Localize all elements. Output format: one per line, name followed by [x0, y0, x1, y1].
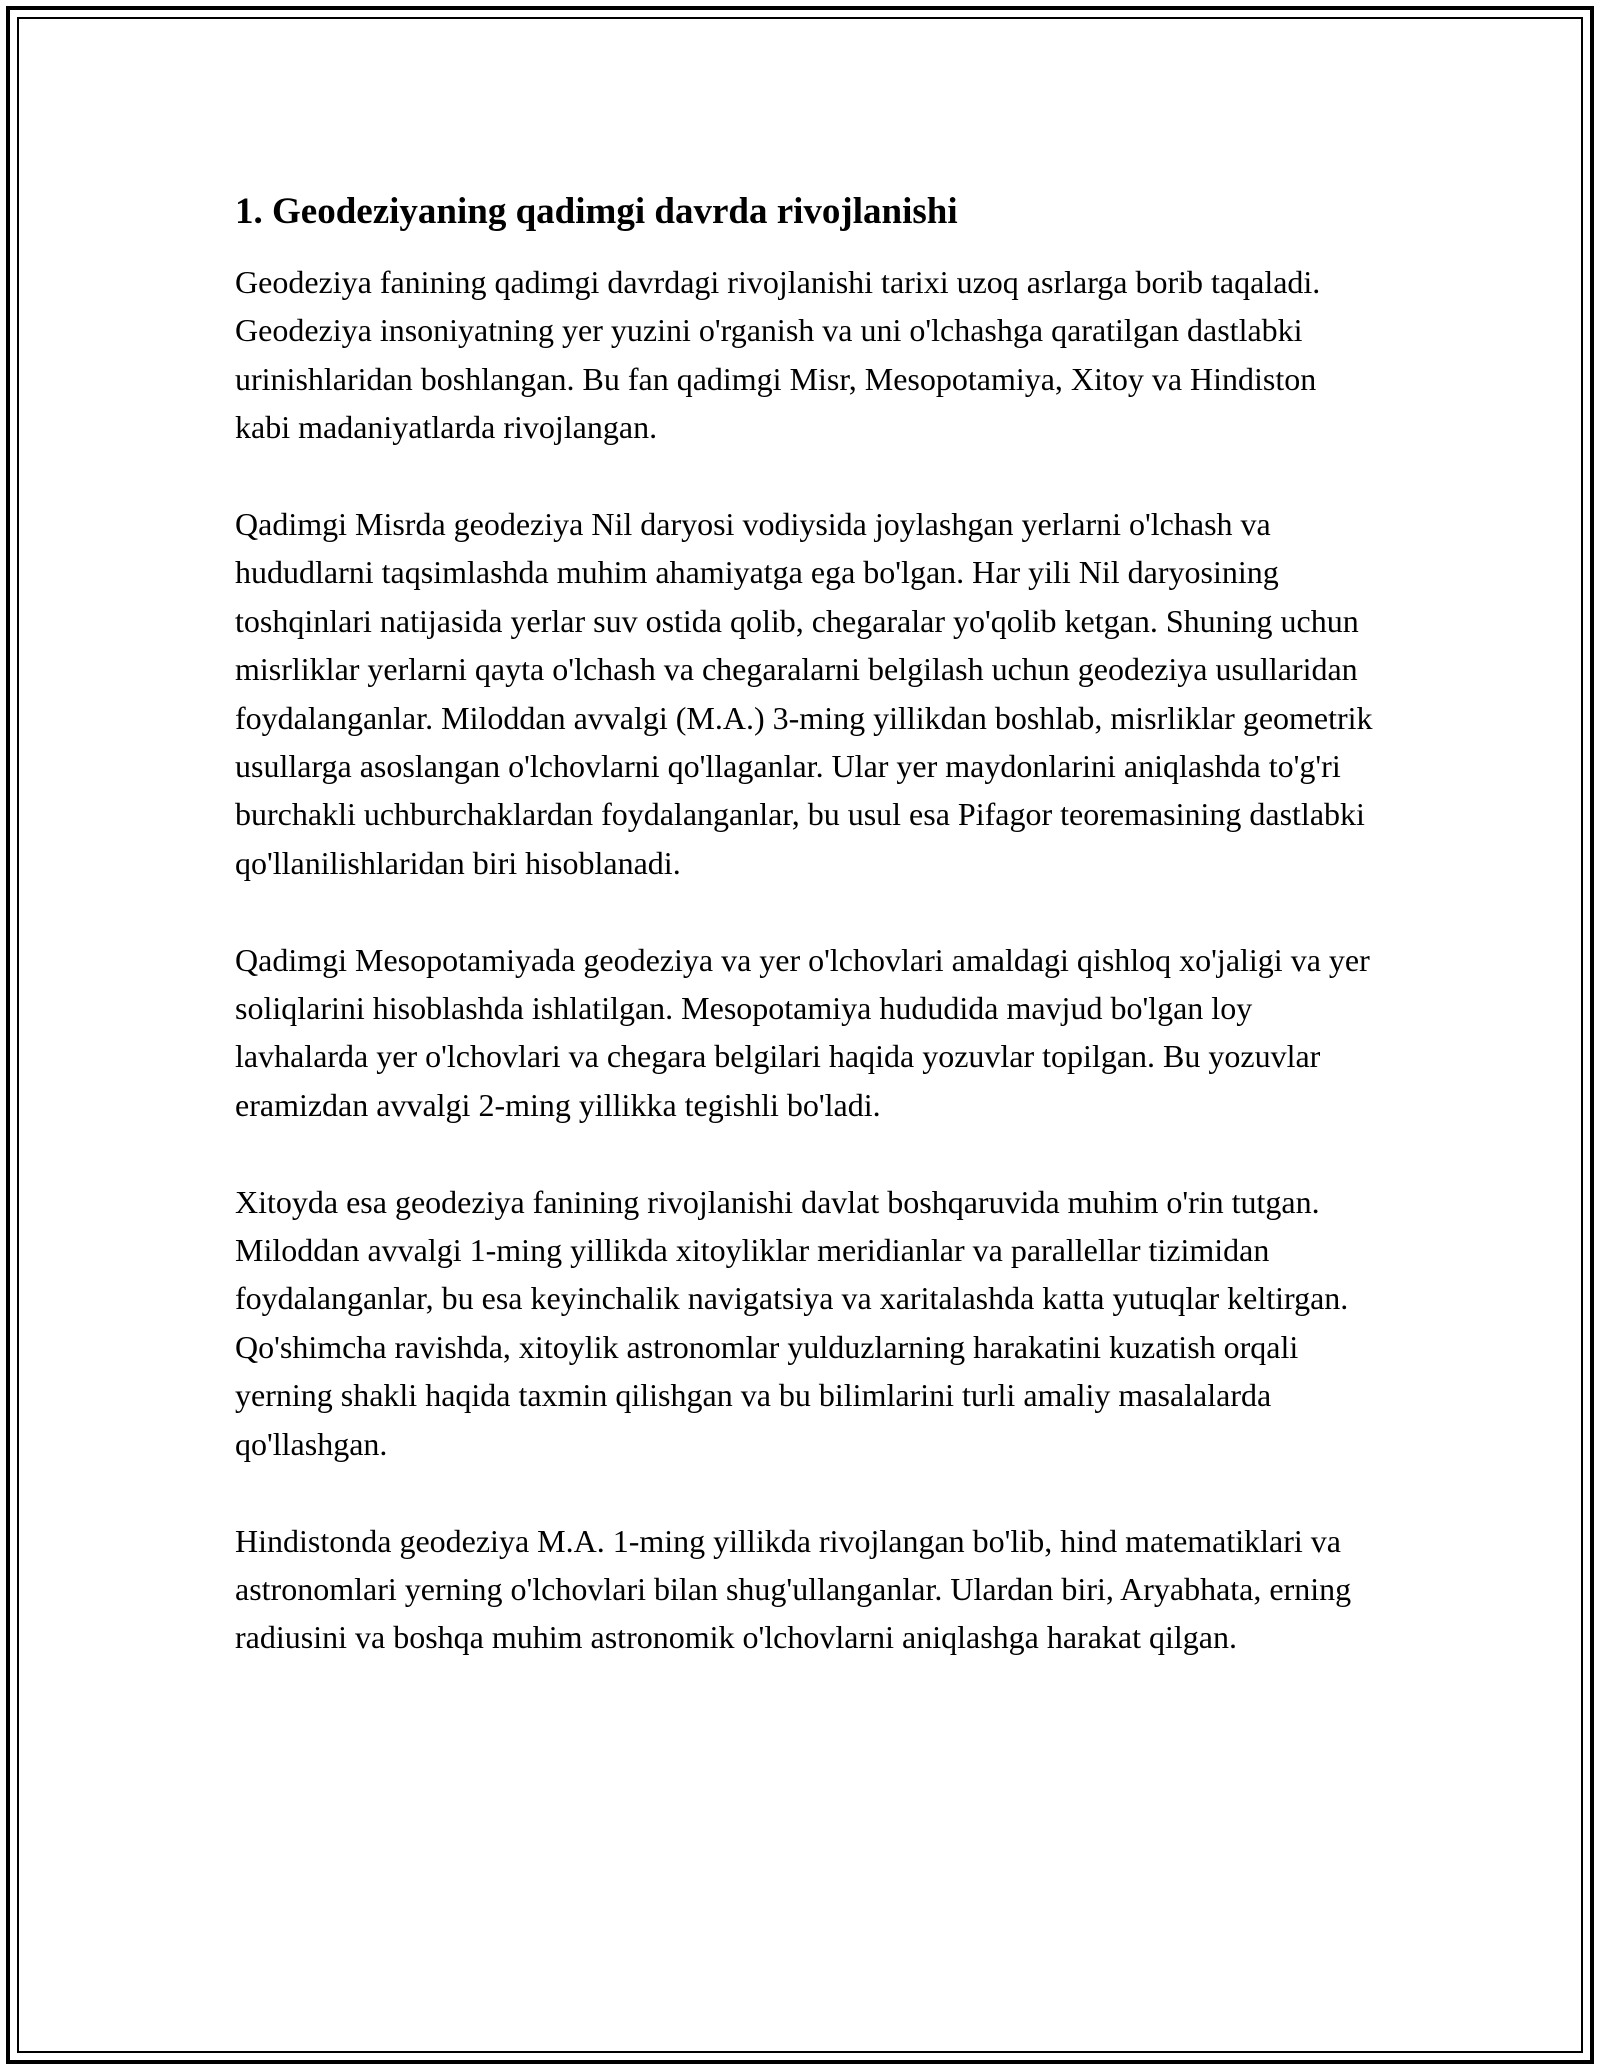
paragraph-intro: Geodeziya fanining qadimgi davrdagi rivojlanishi tarixi uzoq asrlarga borib taqaladi. Geodeziya insoniyatning yer yuzini o'rganish va uni o'lchashga qaratilgan dastlabki urinishlaridan boshlangan. Bu fan qadimgi Misr, Mesopotamiya, Xitoy va Hindiston kabi madaniyatlarda rivojlangan.: [235, 264, 1321, 446]
paragraph-china: Xitoyda esa geodeziya fanining rivojlanishi davlat boshqaruvida muhim o'rin tutgan. Miloddan avvalgi 1-ming yillikda xitoyliklar meridianlar va parallellar tizimidan foydalanganlar, bu esa keyinchalik navigatsiya va xaritalashda katta yutuqlar keltirgan. Qo'shimcha ravishda, xitoylik astronomlar yulduzlarning harakatini kuzatish orqali yerning shakli haqida taxmin qilishgan va bu bilimlarini turli amaliy masalalarda qo'llashgan.: [235, 1183, 1349, 1462]
paragraph-egypt: Qadimgi Misrda geodeziya Nil daryosi vodiysida joylashgan yerlarni o'lchash va hududlarni taqsimlashda muhim ahamiyatga ega bo'lgan. Har yili Nil daryosining toshqinlari natijasida yerlar suv ostida qolib, chegaralar yo'qolib ketgan. Shuning uchun misrliklar yerlarni qayta o'lchash va chegaralarni belgilash uchun geodeziya usullaridan foydalanganlar. Miloddan avvalgi (M.A.) 3-ming yillikdan boshlab, misrliklar geometrik usullarga asoslangan o'lchovlarni qo'llaganlar. Ular yer maydonlarini aniqlashda to'g'ri burchakli uchburchaklardan foydalanganlar, bu usul esa Pifagor teoremasining dastlabki qo'llanilishlaridan biri hisoblanadi.: [235, 506, 1373, 881]
document-body: [235, 188, 1375, 1710]
section-heading: 1. Geodeziyaning qadimgi davrda rivojlanishi: [235, 191, 958, 232]
paragraph-mesopotamia: Qadimgi Mesopotamiyada geodeziya va yer o'lchovlari amaldagi qishloq xo'jaligi va yer soliqlarini hisoblashda ishlatilgan. Mesopotamiya hududida mavjud bo'lgan loy lavhalarda yer o'lchovlari va chegara belgilari haqida yozuvlar topilgan. Bu yozuvlar eramizdan avvalgi 2-ming yillikka tegishli bo'ladi.: [235, 941, 1370, 1123]
paragraph-india: Hindistonda geodeziya M.A. 1-ming yillikda rivojlangan bo'lib, hind matematiklari va astronomlari yerning o'lchovlari bilan shug'ullanganlar. Ulardan biri, Aryabhata, erning radiusini va boshqa muhim astronomik o'lchovlarni aniqlashga harakat qilgan.: [235, 1522, 1352, 1656]
